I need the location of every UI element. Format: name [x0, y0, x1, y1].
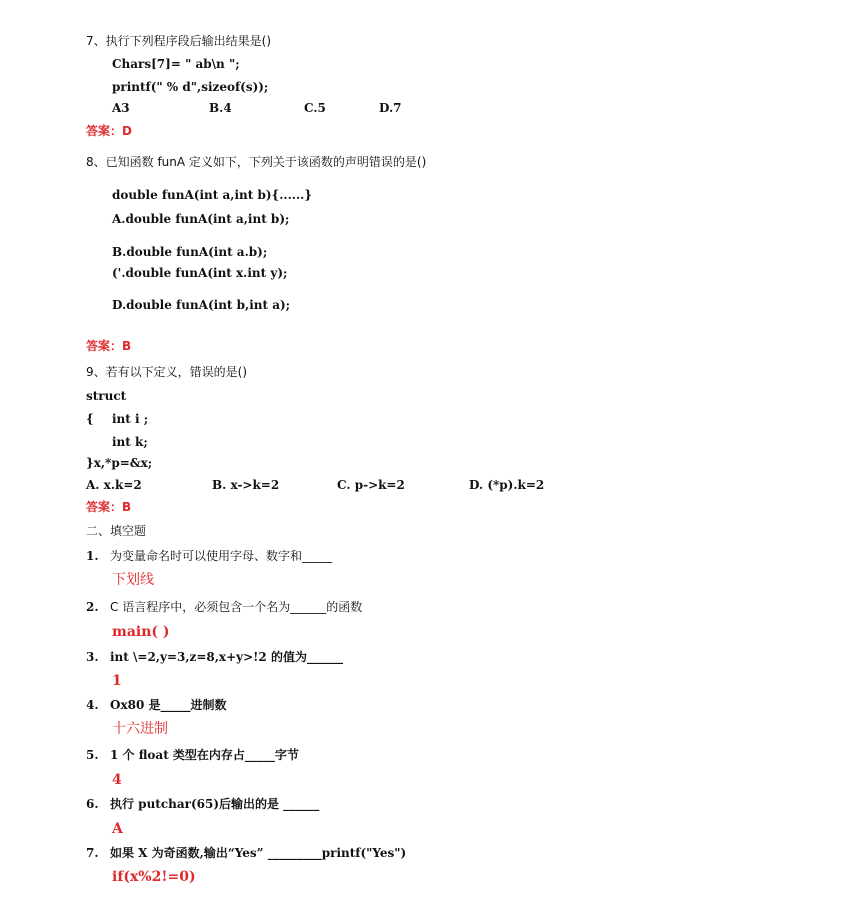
fill-6-number: 6.: [86, 797, 99, 811]
fill-7-question: 如果 X 为奇函数,输出“Yes” _________printf("Yes"): [110, 846, 407, 860]
q9-code-brace: {: [86, 412, 94, 426]
fill-5-answer: 4: [112, 772, 122, 788]
q9-option-b: B. x->k=2: [212, 478, 280, 492]
fill-3-question: int \=2,y=3,z=8,x+y>!2 的值为______: [110, 650, 343, 664]
q7-answer: 答案：D: [86, 124, 132, 138]
fill-2-answer: main( ): [112, 624, 170, 640]
fill-1-question: 为变量命名时可以使用字母、数字和_____: [110, 549, 333, 563]
fill-4-question: Ox80 是_____进制数: [110, 698, 227, 712]
q8-option-a: A.double funA(int a,int b);: [112, 212, 290, 226]
fill-4-number: 4.: [86, 698, 99, 712]
q8-title: 8、已知函数 funA 定义如下，下列关于该函数的声明错误的是(): [86, 155, 427, 169]
q9-code-close: }x,*p=&x;: [86, 456, 153, 470]
q7-option-d: D.7: [379, 101, 402, 115]
fill-4-answer: 十六进制: [112, 721, 168, 737]
q9-title: 9、若有以下定义，错误的是(): [86, 365, 247, 379]
q7-option-a: A3: [112, 101, 130, 115]
q9-option-c: C. p->k=2: [337, 478, 405, 492]
q8-option-c: ('.double funA(int x.int y);: [112, 266, 288, 280]
q7-option-b: B.4: [209, 101, 232, 115]
q9-option-d: D. (*p).k=2: [469, 478, 545, 492]
fill-3-number: 3.: [86, 650, 99, 664]
fill-1-answer: 下划线: [112, 572, 154, 588]
fill-7-number: 7.: [86, 846, 99, 860]
section-heading: 二、填空题: [86, 524, 147, 538]
fill-3-answer: 1: [112, 673, 122, 689]
q9-code-int-i: int i ;: [112, 412, 149, 426]
q7-title: 7、执行下列程序段后输出结果是(): [86, 34, 271, 48]
q9-code-int-k: int k;: [112, 435, 148, 449]
q9-code-struct: struct: [86, 389, 127, 403]
q7-option-c: C.5: [304, 101, 326, 115]
q9-answer: 答案：B: [86, 500, 132, 514]
q8-option-d: D.double funA(int b,int a);: [112, 298, 291, 312]
q8-definition: double funA(int a,int b){......}: [112, 188, 313, 202]
fill-5-question: 1 个 float 类型在内存占_____字节: [110, 748, 299, 762]
fill-7-answer: if(x%2!=0): [112, 869, 196, 885]
q8-answer: 答案：B: [86, 339, 132, 353]
fill-6-question: 执行 putchar(65)后输出的是 ______: [110, 797, 320, 811]
fill-2-number: 2.: [86, 600, 99, 614]
fill-1-number: 1.: [86, 549, 99, 563]
q8-option-b: B.double funA(int a.b);: [112, 245, 268, 259]
fill-5-number: 5.: [86, 748, 99, 762]
q7-code-line-2: printf(" % d",sizeof(s));: [112, 80, 269, 94]
fill-2-question: C 语言程序中，必须包含一个名为______的函数: [110, 600, 363, 614]
fill-6-answer: A: [112, 821, 123, 837]
q7-code-line-1: Chars[7]= " ab\n ";: [112, 57, 240, 71]
q9-option-a: A. x.k=2: [86, 478, 142, 492]
